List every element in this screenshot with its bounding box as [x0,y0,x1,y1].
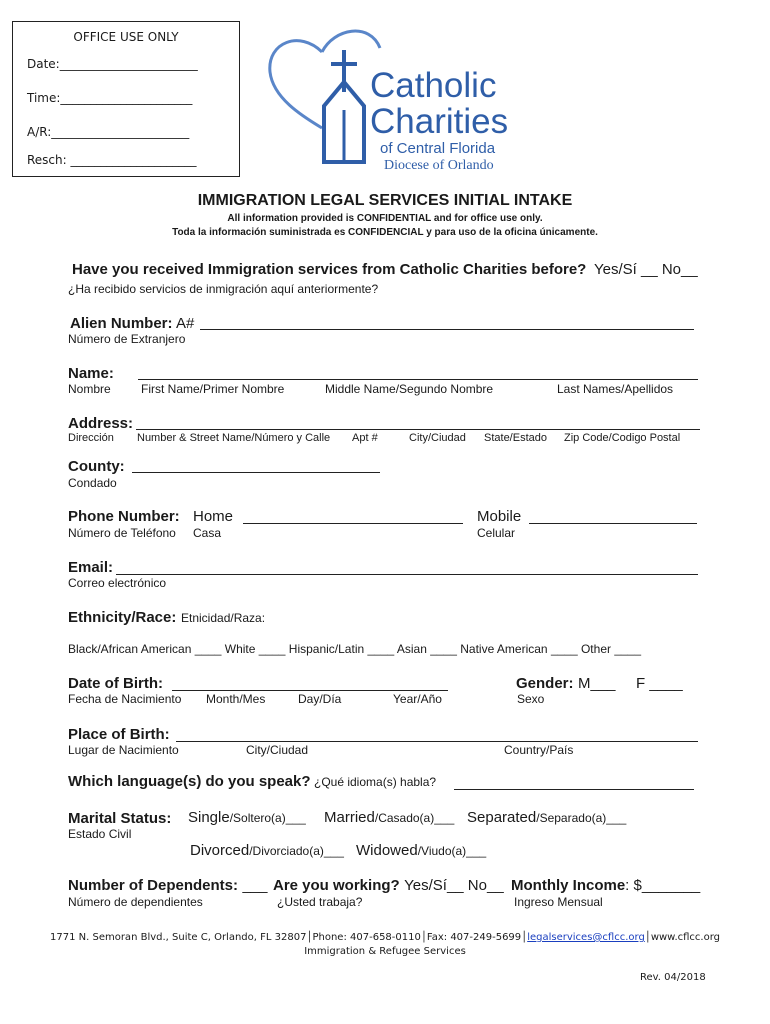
county-es: Condado [68,476,117,490]
dob-day-caption: Day/Día [298,692,342,706]
middle-name-caption: Middle Name/Segundo Nombre [325,382,494,396]
separated-es: /Separado(a)___ [536,811,627,825]
office-use-box [12,21,240,177]
footer-email-link[interactable]: legalservices@cflcc.org [527,932,645,943]
pob-label: Place of Birth: [68,726,170,743]
dob-es: Fecha de Nacimiento [68,692,182,706]
dependents-row [68,877,268,895]
gender-m-option[interactable]: M___ [578,675,616,692]
phone-label: Phone Number: [68,508,180,525]
office-resch-field[interactable]: Resch: _____________________ [27,153,197,167]
marital-widowed-option[interactable] [356,842,486,860]
single-label: Single [188,809,230,826]
working-es: ¿Usted trabaja? [277,895,363,909]
logo-line3: of Central Florida [380,140,496,157]
office-use-title: OFFICE USE ONLY [73,30,179,44]
ethnicity-label: Ethnicity/Race: [68,609,177,626]
marital-divorced-option[interactable] [190,842,344,860]
last-name-caption: Last Names/Apellidos [557,382,674,396]
phone-celular: Celular [477,526,516,540]
gender-label: Gender: [516,675,574,692]
office-time-field[interactable]: Time:______________________ [27,91,193,105]
income-label: Monthly Income [511,877,626,894]
alien-number-label: Alien Number: [70,315,173,332]
county-field[interactable] [132,472,380,473]
separated-label: Separated [467,809,537,826]
footer-address: 1771 N. Semoran Blvd., Suite C, Orlando, FL 32807 [50,932,307,943]
office-ar-field[interactable]: A/R:_______________________ [27,125,190,139]
language-es: ¿Qué idioma(s) habla? [314,775,437,789]
address-field[interactable] [136,429,700,430]
office-date-field[interactable]: Date:_______________________ [27,57,198,71]
city-caption: City/Ciudad [409,432,466,444]
county-label: County: [68,458,125,475]
income-row [511,877,700,895]
income-es: Ingreso Mensual [514,895,603,909]
first-name-caption: First Name/Primer Nombre [141,382,285,396]
dependents-field[interactable]: ___ [242,877,268,894]
footer-contact: 1771 N. Semoran Blvd., Suite C, Orlando, FL 32807│Phone: 407-658-0110│Fax: 407-249-5699│legalservices@cflcc.org│www.cflcc.org [50,932,720,943]
widowed-es: /Viudo(a)___ [417,844,487,858]
married-label: Married [324,809,375,826]
name-label: Name: [68,365,114,382]
pob-country-caption: Country/País [504,743,574,757]
footer-fax: Fax: 407-249-5699 [426,932,522,943]
logo-line1: Catholic [370,66,497,105]
marital-label: Marital Status: [68,810,172,827]
logo-line2: Charities [370,102,509,141]
form-title: IMMIGRATION LEGAL SERVICES INITIAL INTAKE [197,192,573,209]
phone-home-label: Home [193,508,234,525]
dob-field[interactable] [172,690,448,691]
email-field[interactable] [116,574,698,575]
catholic-charities-logo [262,20,522,180]
language-field[interactable] [454,789,694,790]
marital-es: Estado Civil [68,827,132,841]
phone-home-field[interactable] [243,523,463,524]
widowed-label: Widowed [356,842,418,859]
prior-services-es: ¿Ha recibido servicios de inmigración aquí anteriormente? [68,282,379,296]
dependents-es: Número de dependientes [68,895,203,909]
income-field[interactable]: : $_______ [625,877,701,894]
marital-single-option[interactable] [188,809,306,827]
name-field[interactable] [138,379,698,380]
alien-number-prefix: A# [176,315,195,332]
footer-phone: Phone: 407-658-0110 [312,932,421,943]
phone-mobile-field[interactable] [529,523,697,524]
phone-es: Número de Teléfono [68,526,176,540]
phone-casa: Casa [193,526,222,540]
pob-field[interactable] [176,741,698,742]
marital-married-option[interactable] [324,809,454,827]
pob-es: Lugar de Nacimiento [68,743,179,757]
working-row [273,877,504,895]
alien-number-field[interactable] [200,329,694,330]
email-label: Email: [68,559,114,576]
name-es: Nombre [68,382,111,396]
apt-caption: Apt # [352,432,378,444]
footer-dept: Immigration & Refugee Services [304,946,466,957]
divorced-es: /Divorciado(a)___ [249,844,344,858]
confidential-note-es: Toda la información suministrada es CONFIDENCIAL y para uso de la oficina únicamente. [172,227,598,238]
zip-caption: Zip Code/Codigo Postal [564,432,681,444]
married-es: /Casado(a)___ [374,811,455,825]
working-options[interactable]: Yes/Sí__ No__ [404,877,504,894]
state-caption: State/Estado [484,432,547,444]
dependents-label: Number of Dependents: [68,877,239,894]
email-es: Correo electrónico [68,576,167,590]
ethnicity-es: Etnicidad/Raza: [181,611,266,625]
dob-year-caption: Year/Año [393,692,442,706]
address-label: Address: [68,415,134,432]
revision-date: Rev. 04/2018 [640,972,706,983]
prior-services-label: Have you received Immigration services from Catholic Charities before? [72,261,587,278]
street-caption: Number & Street Name/Número y Calle [137,432,331,444]
footer-web[interactable]: www.cflcc.org [650,932,720,943]
phone-mobile-label: Mobile [477,508,522,525]
gender-es: Sexo [517,692,545,706]
pob-city-caption: City/Ciudad [246,743,309,757]
ethnicity-options[interactable]: Black/African American ____ White ____ Hispanic/Latin ____ Asian ____ Native American ____ Other ____ [68,642,642,656]
single-es: /Soltero(a)___ [229,811,306,825]
address-es: Dirección [68,432,114,444]
logo-line4: Diocese of Orlando [384,158,494,173]
alien-number-es: Número de Extranjero [68,332,186,346]
marital-separated-option[interactable] [467,809,626,827]
prior-services-options[interactable]: Yes/Sí __ No__ [594,261,698,278]
working-label: Are you working? [273,877,400,894]
dob-month-caption: Month/Mes [206,692,266,706]
divorced-label: Divorced [190,842,250,859]
language-label: Which language(s) do you speak? [68,773,311,790]
dob-label: Date of Birth: [68,675,163,692]
confidential-note-en: All information provided is CONFIDENTIAL and for office use only. [227,213,543,224]
gender-f-option[interactable]: F ____ [636,675,683,692]
